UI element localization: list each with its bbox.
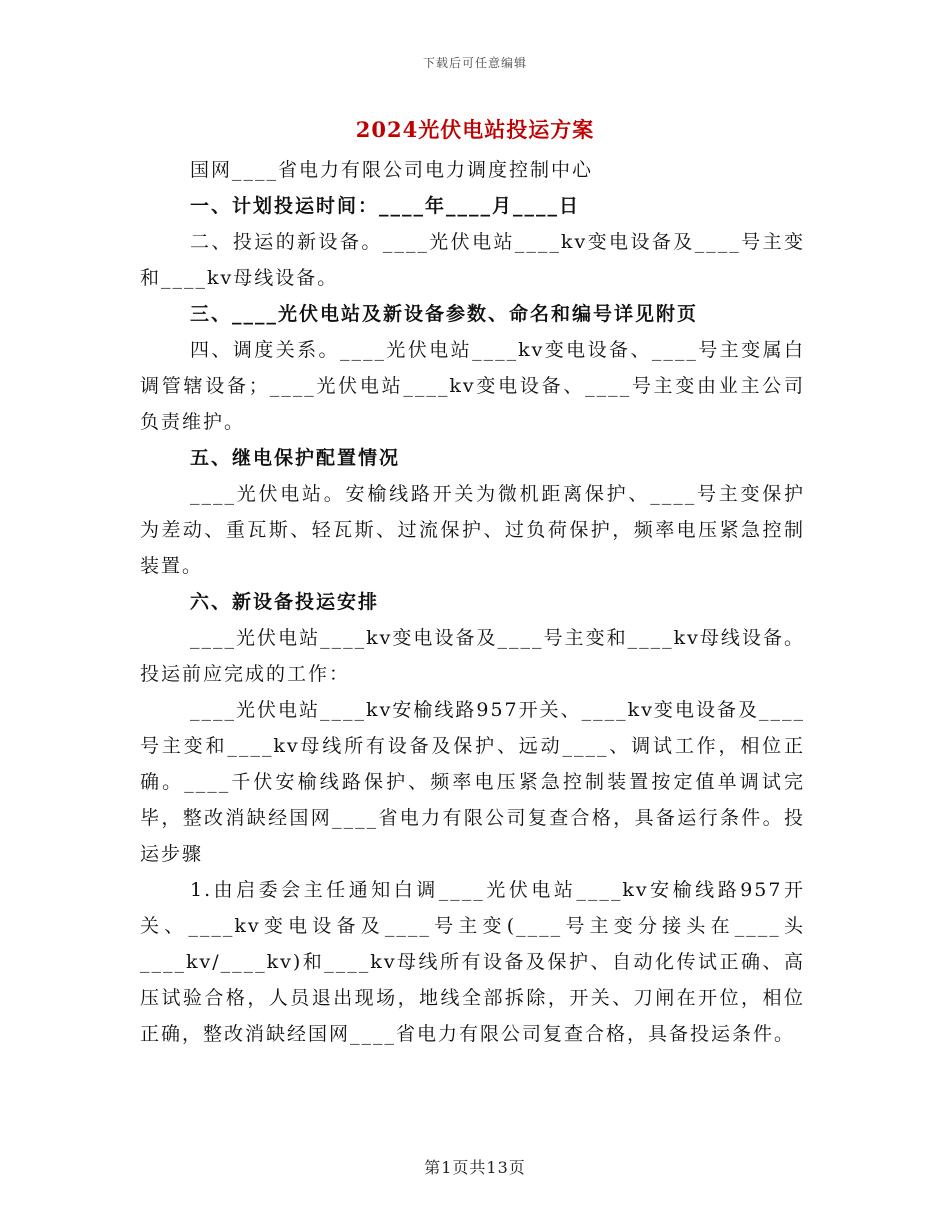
header-note: 下载后可任意编辑 bbox=[422, 56, 527, 70]
paragraph-step-1: 1.由启委会主任通知白调____光伏电站____kv安榆线路957开关、____kv变电设备及____号主变(____号主变分接头在____头____kv/____kv)和____kv母线所有设备及保护、自动化传试正确、高压试验合格，人员退出现场，地线全部拆除，开关、刀闸在开位，相位正确，整改消缺经国网____省电力有限公司复查合格，具备投运条件。 bbox=[140, 879, 805, 1045]
paragraph-preparation: ____光伏电站____kv安榆线路957开关、____kv变电设备及____号主变和____kv母线所有设备及保护、远动____、调试工作，相位正确。____千伏安榆线路保护、频率电压紧急控制装置按定值单调试完毕，整改消缺经国网____省电力有限公司复查合格，具备运行条件。投运步骤 bbox=[140, 699, 805, 865]
paragraph-equipment: ____光伏电站____kv变电设备及____号主变和____kv母线设备。投运前应完成的工作： bbox=[140, 627, 805, 685]
section-heading-5: 五、继电保护配置情况 bbox=[190, 447, 401, 469]
section-heading-1: 一、计划投运时间：____年____月____日 bbox=[190, 195, 581, 217]
paragraph-protection-config: ____光伏电站。安榆线路开关为微机距离保护、____号主变保护为差动、重瓦斯、轻瓦斯、过流保护、过负荷保护，频率电压紧急控制装置。 bbox=[140, 483, 805, 577]
page-number: 第1页共13页 bbox=[424, 1158, 526, 1177]
paragraph-section-2: 二、投运的新设备。____光伏电站____kv变电设备及____号主变和____kv母线设备。 bbox=[140, 231, 805, 289]
paragraph-section-4: 四、调度关系。____光伏电站____kv变电设备、____号主变属白调管辖设备；____光伏电站____kv变电设备、____号主变由业主公司负责维护。 bbox=[140, 339, 805, 433]
document-body bbox=[140, 152, 805, 1052]
document-title: 2024光伏电站投运方案 bbox=[355, 117, 595, 142]
section-heading-3: 三、____光伏电站及新设备参数、命名和编号详见附页 bbox=[190, 303, 699, 325]
section-heading-6: 六、新设备投运安排 bbox=[190, 591, 380, 613]
paragraph-addressee: 国网____省电力有限公司电力调度控制中心 bbox=[190, 159, 594, 181]
